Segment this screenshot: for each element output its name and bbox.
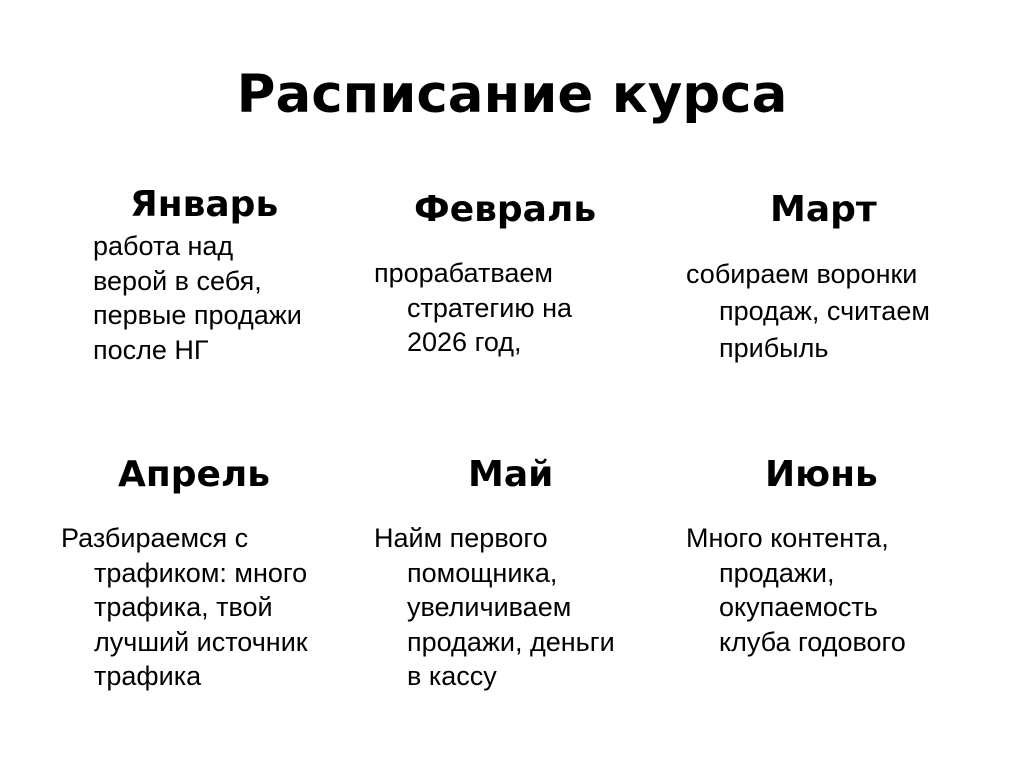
- month-january-line: после НГ: [93, 334, 209, 365]
- month-june-line: продажи,: [719, 557, 835, 588]
- month-march-heading: Март: [770, 189, 877, 230]
- month-january-line: работа над: [93, 231, 234, 261]
- month-april-line: трафика, твой: [94, 592, 273, 622]
- month-january-heading: Январь: [130, 184, 279, 225]
- month-june-line: клуба годового: [719, 626, 906, 657]
- month-april-description: [61, 521, 308, 694]
- month-april-line: лучший источник: [94, 626, 308, 657]
- month-may-line: помощника,: [407, 557, 558, 588]
- month-april-heading: Апрель: [118, 454, 271, 495]
- month-may-line: продажи, деньги: [407, 626, 615, 657]
- month-june-heading: Июнь: [765, 454, 878, 495]
- month-may-heading: Май: [468, 454, 554, 495]
- month-june-line: Много контента,: [686, 523, 889, 553]
- slide-title: Расписание курса: [236, 64, 788, 125]
- month-january-line: первые продажи: [93, 300, 302, 330]
- month-february-line: стратегию на: [407, 292, 572, 323]
- month-february-line: 2026 год,: [407, 327, 522, 357]
- month-april-line: трафиком: много: [94, 557, 308, 588]
- month-january-description: [93, 229, 302, 367]
- month-february-heading: Февраль: [414, 189, 597, 230]
- month-may-line: увеличиваем: [407, 592, 572, 622]
- month-may-line: Найм первого: [374, 523, 548, 553]
- month-june-description: [686, 521, 906, 659]
- month-february-line: прорабатваем: [374, 258, 553, 288]
- month-april-line: Разбираемся с: [61, 523, 249, 553]
- month-february-description: [374, 256, 572, 360]
- month-january-line: верой в себя,: [93, 265, 262, 296]
- month-june-line: окупаемость: [719, 592, 878, 622]
- month-march-line: прибыль: [719, 333, 829, 363]
- month-march-line: собираем воронки: [686, 259, 918, 289]
- month-march-description: [686, 256, 930, 367]
- month-april-line: трафика: [94, 661, 202, 691]
- month-may-line: в кассу: [407, 661, 497, 691]
- month-may-description: [374, 521, 615, 694]
- month-march-line: продаж, считаем: [719, 296, 930, 326]
